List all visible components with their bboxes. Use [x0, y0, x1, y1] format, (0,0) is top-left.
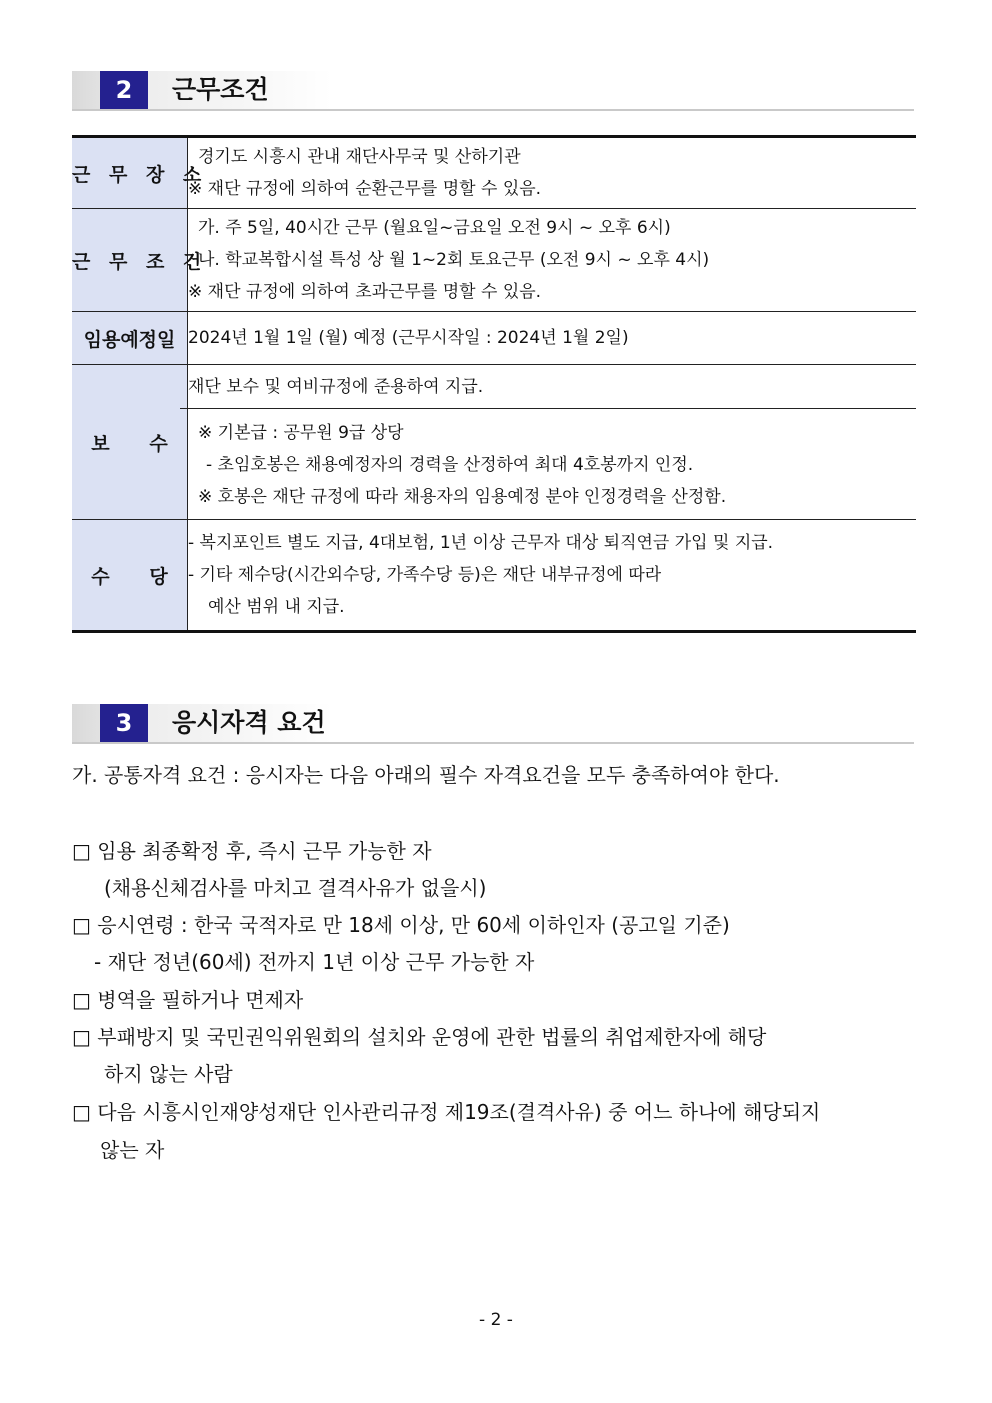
content-salary — [188, 365, 917, 520]
section-2-title: 근무조건 — [172, 75, 269, 104]
qualification-item-5: □ 다음 시흥시인재양성재단 인사관리규정 제19조(결격사유) 중 어느 하나에 해당되지 — [72, 1100, 821, 1124]
section-3-number: 3 — [100, 704, 148, 742]
salary-line-2: - 초임호봉은 채용예정자의 경력을 산정하여 최대 4호봉까지 인정. — [206, 455, 694, 475]
table-row-appointment-date — [72, 312, 916, 365]
work-conditions-line-1: 가. 주 5일, 40시간 근무 (월요일~금요일 오전 9시 ~ 오후 6시) — [198, 218, 671, 238]
qualification-item-2: □ 응시연령 : 한국 국적자로 만 18세 이상, 만 60세 이하인자 (공고일 기준) — [72, 913, 730, 937]
work-place-line-2: ※ 재단 규정에 의하여 순환근무를 명할 수 있음. — [188, 179, 542, 199]
salary-line-1: ※ 기본급 : 공무원 9급 상당 — [198, 423, 404, 443]
page-number: - 2 - — [479, 1310, 513, 1330]
allowances-line-3: 예산 범위 내 지급. — [208, 597, 345, 617]
salary-line-3: ※ 호봉은 재단 규정에 따라 채용자의 임용예정 분야 인정경력을 산정함. — [198, 487, 727, 507]
label-appointment-date: 임용예정일 — [72, 312, 188, 365]
qualification-item-4-cont: 하지 않는 사람 — [104, 1062, 233, 1086]
qualification-item-5-cont: 않는 자 — [100, 1138, 165, 1162]
qualification-item-2-cont: - 재단 정년(60세) 전까지 1년 이상 근무 가능한 자 — [94, 950, 535, 974]
label-work-conditions: 근 무 조 건 — [72, 209, 188, 312]
label-allowances: 수 당 — [72, 520, 188, 632]
table-row-work-conditions — [72, 209, 916, 312]
table-row-work-place — [72, 137, 916, 209]
qualification-item-1: □ 임용 최종확정 후, 즉시 근무 가능한 자 — [72, 839, 432, 863]
salary-top-line: 재단 보수 및 여비규정에 준용하여 지급. — [188, 377, 484, 397]
table-row-allowances — [72, 520, 916, 632]
content-allowances — [188, 520, 917, 632]
content-work-place — [188, 137, 917, 209]
qualification-intro: 가. 공통자격 요건 : 응시자는 다음 아래의 필수 자격요건을 모두 충족하여야 한다. — [72, 763, 780, 787]
section-3-title: 응시자격 요건 — [172, 708, 326, 737]
allowances-line-2: - 기타 제수당(시간외수당, 가족수당 등)은 재단 내부규정에 따라 — [188, 565, 662, 585]
qualification-item-1-cont: (채용신체검사를 마치고 결격사유가 없을시) — [104, 876, 487, 900]
label-salary: 보 수 — [72, 365, 188, 520]
work-conditions-line-2: 나. 학교복합시설 특성 상 월 1~2회 토요근무 (오전 9시 ~ 오후 4시) — [198, 250, 710, 270]
qualification-item-3: □ 병역을 필하거나 면제자 — [72, 988, 304, 1012]
section-2-header — [72, 71, 914, 111]
section-2-number: 2 — [100, 71, 148, 109]
section-3-header — [72, 704, 914, 744]
label-work-place: 근 무 장 소 — [72, 137, 188, 209]
appointment-date-line: 2024년 1월 1일 (월) 예정 (근무시작일 : 2024년 1월 2일) — [188, 328, 629, 348]
table-row-salary — [72, 365, 916, 520]
qualification-item-4: □ 부패방지 및 국민권익위원회의 설치와 운영에 관한 법률의 취업제한자에 해당 — [72, 1025, 767, 1049]
content-work-conditions — [188, 209, 917, 312]
work-place-line-1: 경기도 시흥시 관내 재단사무국 및 산하기관 — [198, 147, 521, 167]
work-conditions-line-3: ※ 재단 규정에 의하여 초과근무를 명할 수 있음. — [188, 282, 542, 302]
allowances-line-1: - 복지포인트 별도 지급, 4대보험, 1년 이상 근무자 대상 퇴직연금 가입 및 지급. — [188, 533, 774, 553]
work-conditions-table — [72, 135, 916, 633]
content-appointment-date — [188, 312, 917, 365]
